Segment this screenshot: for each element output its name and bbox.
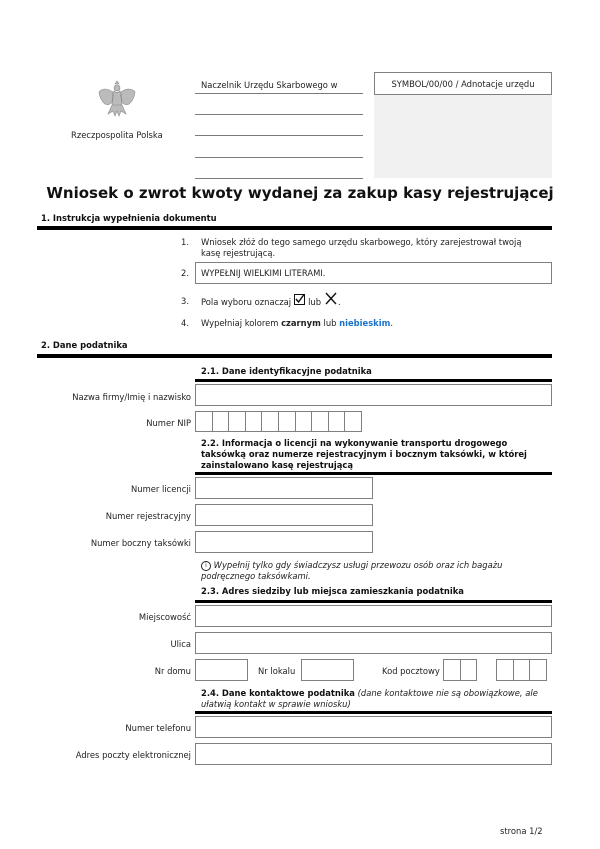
registration-number-input[interactable]: [195, 504, 373, 526]
city-label: Miejscowość: [138, 612, 191, 622]
nip-digit[interactable]: [212, 411, 230, 432]
instruction-4-after: .: [390, 318, 394, 328]
postal-digit[interactable]: [460, 659, 478, 681]
street-input[interactable]: [195, 632, 552, 654]
instruction-2-text: WYPEŁNIJ WIELKIMI LITERAMI.: [201, 268, 326, 278]
instruction-3-number: 3.: [181, 296, 189, 306]
checkbox-checked-icon: [294, 294, 305, 308]
tax-office-line-2[interactable]: [195, 114, 363, 115]
taxi-note-text: Wypełnij tylko gdy świadczysz usługi przewozu osób oraz ich bagażu podręcznego taksówkami.: [201, 560, 503, 581]
nip-digit[interactable]: [328, 411, 346, 432]
section1-divider: [37, 226, 552, 230]
instruction-2-number: 2.: [181, 268, 189, 278]
nip-digit[interactable]: [278, 411, 296, 432]
nip-input[interactable]: [195, 411, 362, 432]
section2-divider: [37, 354, 552, 358]
tax-office-label: Naczelnik Urzędu Skarbowego w: [201, 80, 338, 90]
nip-digit[interactable]: [311, 411, 329, 432]
nip-digit[interactable]: [261, 411, 279, 432]
postal-digit[interactable]: [443, 659, 461, 681]
country-name: Rzeczpospolita Polska: [71, 130, 163, 140]
instruction-4-before: Wypełniaj kolorem: [201, 318, 279, 328]
section2-4-title-note: (dane kontaktowe nie są obowiązkowe, ale ułatwią kontakt w sprawie wniosku): [201, 688, 538, 709]
apartment-number-label: Nr lokalu: [258, 666, 296, 676]
nip-digit[interactable]: [245, 411, 263, 432]
instruction-3-text: [201, 292, 341, 308]
postal-digit[interactable]: [513, 659, 531, 681]
phone-label: Numer telefonu: [125, 723, 191, 733]
nip-label: Numer NIP: [146, 418, 191, 428]
section2-title: 2. Dane podatnika: [41, 340, 128, 350]
side-number-input[interactable]: [195, 531, 373, 553]
instruction-1-text: Wniosek złóż do tego samego urzędu skarbowego, który zarejestrował twoją kasę rejestrującą.: [201, 237, 522, 258]
postal-code-label: Kod pocztowy: [382, 666, 440, 676]
city-input[interactable]: [195, 605, 552, 627]
section2-4-divider: [195, 711, 552, 714]
section2-1-divider: [195, 379, 552, 382]
instruction-1-number: 1.: [181, 237, 189, 247]
page-number: strona 1/2: [500, 826, 543, 836]
instruction-4-middle: lub: [323, 318, 337, 328]
postal-code-part1[interactable]: [443, 659, 477, 681]
section2-4-title-main: 2.4. Dane kontaktowe podatnika: [201, 688, 355, 698]
info-circle-icon: i: [201, 561, 211, 571]
instruction-3-before: Pola wyboru oznaczaj: [201, 297, 292, 307]
license-number-label: Numer licencji: [131, 484, 191, 494]
postal-digit[interactable]: [496, 659, 514, 681]
taxi-note: [201, 560, 546, 582]
street-label: Ulica: [170, 639, 191, 649]
tax-office-line-3[interactable]: [195, 135, 363, 136]
section2-3-title: 2.3. Adres siedziby lub miejsca zamieszkania podatnika: [201, 586, 464, 596]
section2-2-title: 2.2. Informacja o licencji na wykonywanie transportu drogowego taksówką oraz numerze rejestracyjnym i bocznym taksówki, w której zainstalowano kasę rejestrującą: [201, 438, 527, 470]
instruction-4-blue: niebieskim: [339, 318, 391, 328]
tax-office-line-4[interactable]: [195, 157, 363, 158]
instruction-3-after: .: [338, 297, 341, 307]
office-annotations-title: SYMBOL/00/00 / Adnotacje urzędu: [391, 78, 535, 89]
email-label: Adres poczty elektronicznej: [75, 750, 191, 760]
company-name-input[interactable]: [195, 384, 552, 406]
section2-1-title: 2.1. Dane identyfikacyjne podatnika: [201, 366, 372, 376]
section1-title: 1. Instrukcja wypełnienia dokumentu: [41, 213, 217, 223]
section2-2-divider: [195, 472, 552, 475]
side-number-label: Numer boczny taksówki: [90, 538, 191, 548]
apartment-number-input[interactable]: [301, 659, 354, 681]
instruction-4-text: [201, 318, 393, 329]
tax-office-line-1[interactable]: [195, 93, 363, 94]
postal-digit[interactable]: [529, 659, 547, 681]
phone-input[interactable]: [195, 716, 552, 738]
x-mark-icon: [325, 292, 337, 308]
nip-digit[interactable]: [228, 411, 246, 432]
tax-office-line-5[interactable]: [195, 178, 363, 179]
nip-digit[interactable]: [295, 411, 313, 432]
house-number-label: Nr domu: [154, 666, 191, 676]
company-name-label: Nazwa firmy/Imię i nazwisko: [72, 392, 191, 402]
instruction-4-number: 4.: [181, 318, 189, 328]
instruction-3-middle: lub: [308, 297, 322, 307]
nip-digit[interactable]: [344, 411, 362, 432]
instruction-4-black: czarnym: [281, 318, 321, 328]
registration-number-label: Numer rejestracyjny: [105, 511, 191, 521]
house-number-input[interactable]: [195, 659, 248, 681]
document-title: Wniosek o zwrot kwoty wydanej za zakup kasy rejestrującej: [46, 184, 554, 202]
section2-4-title: [201, 688, 546, 710]
postal-code-part2[interactable]: [496, 659, 547, 681]
section2-3-divider: [195, 600, 552, 603]
email-input[interactable]: [195, 743, 552, 765]
nip-digit[interactable]: [195, 411, 213, 432]
office-annotations-header: [374, 72, 552, 95]
polish-eagle-emblem-icon: [96, 78, 138, 120]
license-number-input[interactable]: [195, 477, 373, 499]
